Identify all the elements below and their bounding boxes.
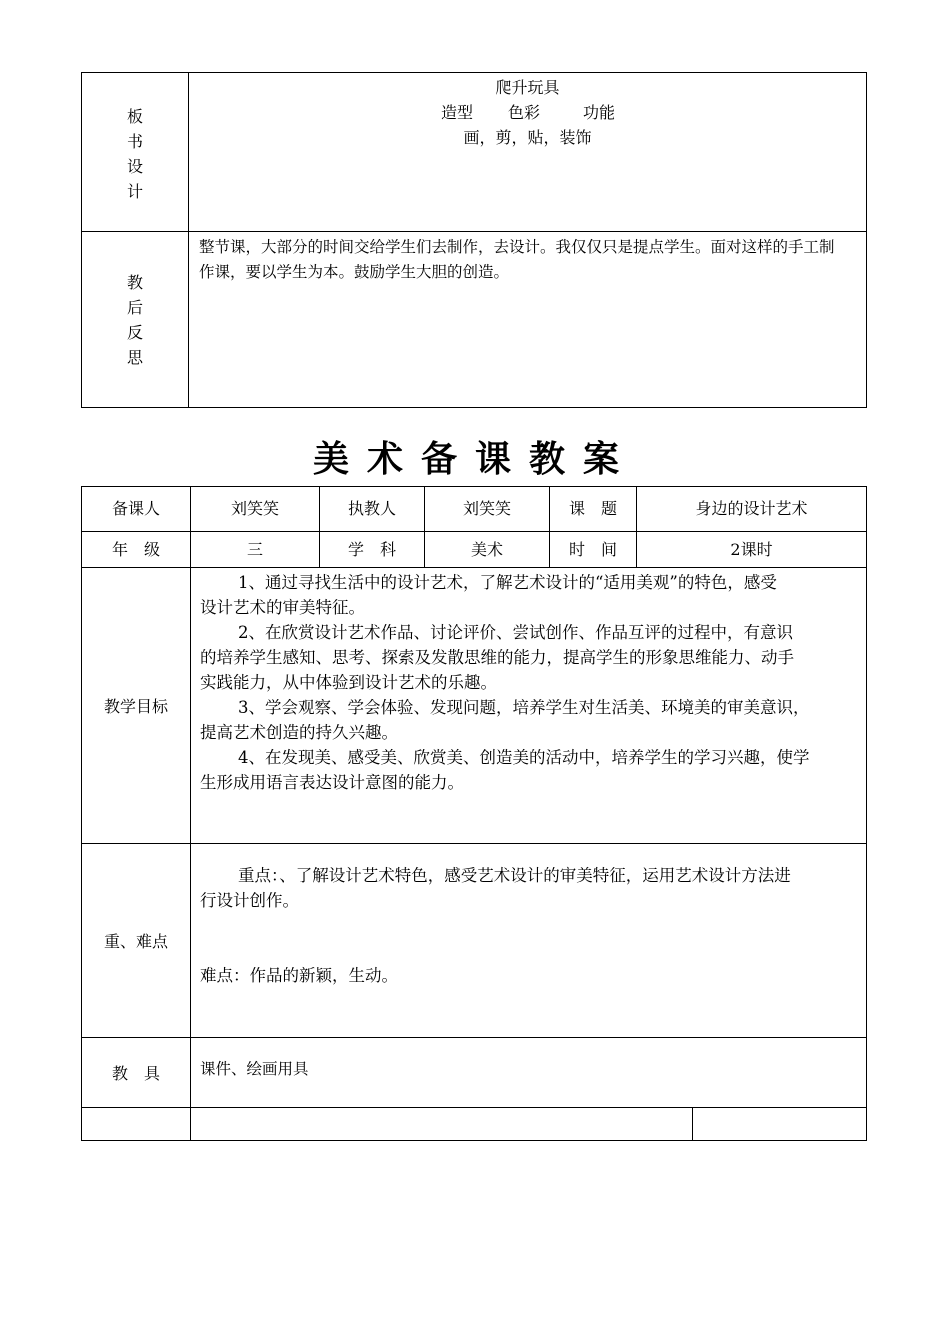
topic-value: 身边的设计艺术 (695, 499, 808, 518)
objective-line: 3、学会观察、学会体验、发现问题，培养学生对生活美、环境美的审美意识， (238, 698, 810, 717)
table-border (81, 531, 867, 532)
teacher-label: 执教人 (347, 499, 396, 518)
label-char: 后 (126, 298, 143, 317)
reflection-text-2: 作课，要以学生为本。鼓励学生大胆的创造。 (199, 263, 510, 281)
grade-value: 三 (246, 540, 263, 559)
objective-line: 的培养学生感知、思考、探索及发散思维的能力，提高学生的形象思维能力、动手 (200, 648, 794, 667)
label-char: 反 (126, 323, 143, 342)
table-border (81, 407, 867, 408)
objective-line: 1、通过寻找生活中的设计艺术，了解艺术设计的“适用美观”的特色，感受 (238, 573, 777, 592)
label-char: 思 (126, 348, 143, 367)
table-border (81, 1107, 867, 1108)
label-char: 计 (126, 182, 143, 201)
label-char: 设 (126, 157, 143, 176)
tools-value: 课件、绘画用具 (200, 1060, 309, 1078)
key-point-line-2: 行设计创作。 (200, 891, 299, 910)
reflection-text-1: 整节课，大部分的时间交给学生们去制作，去设计。我仅仅只是提点学生。面对这样的手工制 (199, 238, 835, 256)
label-char: 板 (126, 107, 143, 126)
table-border (81, 1037, 867, 1038)
difficulty-line: 难点：作品的新颖，生动。 (200, 966, 398, 985)
time-value: 2课时 (730, 540, 773, 559)
label-char: 书 (126, 132, 143, 151)
topic-label: 课 题 (568, 499, 617, 518)
board-design-label (120, 104, 150, 204)
objective-line: 4、在发现美、感受美、欣赏美、创造美的活动中，培养学生的学习兴趣，使学 (238, 748, 810, 767)
teacher-value: 刘笑笑 (462, 499, 511, 518)
key-points-label: 重、难点 (103, 932, 168, 951)
table-border (866, 486, 867, 1141)
key-point-line-1: 重点：、了解设计艺术特色，感受艺术设计的审美特征，运用艺术设计方法进 (238, 866, 791, 885)
tools-label: 教 具 (111, 1064, 160, 1083)
board-item-color: 色彩 (508, 103, 541, 122)
objective-line: 生形成用语言表达设计意图的能力。 (200, 773, 464, 792)
preparer-label: 备课人 (111, 499, 160, 518)
table-border (81, 486, 867, 487)
table-border (81, 72, 867, 73)
subject-label: 学 科 (347, 540, 396, 559)
page-title: 美术备课教案 (312, 438, 637, 480)
objective-line: 实践能力，从中体验到设计艺术的乐趣。 (200, 673, 497, 692)
objective-line: 设计艺术的审美特征。 (200, 598, 365, 617)
subject-value: 美术 (470, 540, 503, 559)
label-char: 教 (126, 273, 143, 292)
objectives-label: 教学目标 (103, 697, 168, 716)
objective-line: 2、在欣赏设计艺术作品、讨论评价、尝试创作、作品互评的过程中，有意识 (238, 623, 793, 642)
reflection-label (120, 270, 150, 370)
time-label: 时 间 (568, 540, 617, 559)
table-border (81, 1140, 867, 1141)
table-border (81, 486, 82, 1141)
preparer-value: 刘笑笑 (230, 499, 279, 518)
board-line-1: 爬升玩具 (495, 78, 560, 97)
table-border (190, 486, 191, 1141)
table-border (81, 72, 82, 408)
objective-line: 提高艺术创造的持久兴趣。 (200, 723, 398, 742)
board-item-shape: 造型 (441, 103, 474, 122)
table-border (866, 72, 867, 408)
board-line-3: 画，剪，贴，装饰 (463, 128, 592, 147)
table-border (692, 1107, 693, 1141)
table-border (81, 567, 867, 568)
table-border (81, 843, 867, 844)
board-item-function: 功能 (583, 103, 616, 122)
table-border (188, 72, 189, 408)
grade-label: 年 级 (111, 540, 160, 559)
table-border (81, 231, 867, 232)
